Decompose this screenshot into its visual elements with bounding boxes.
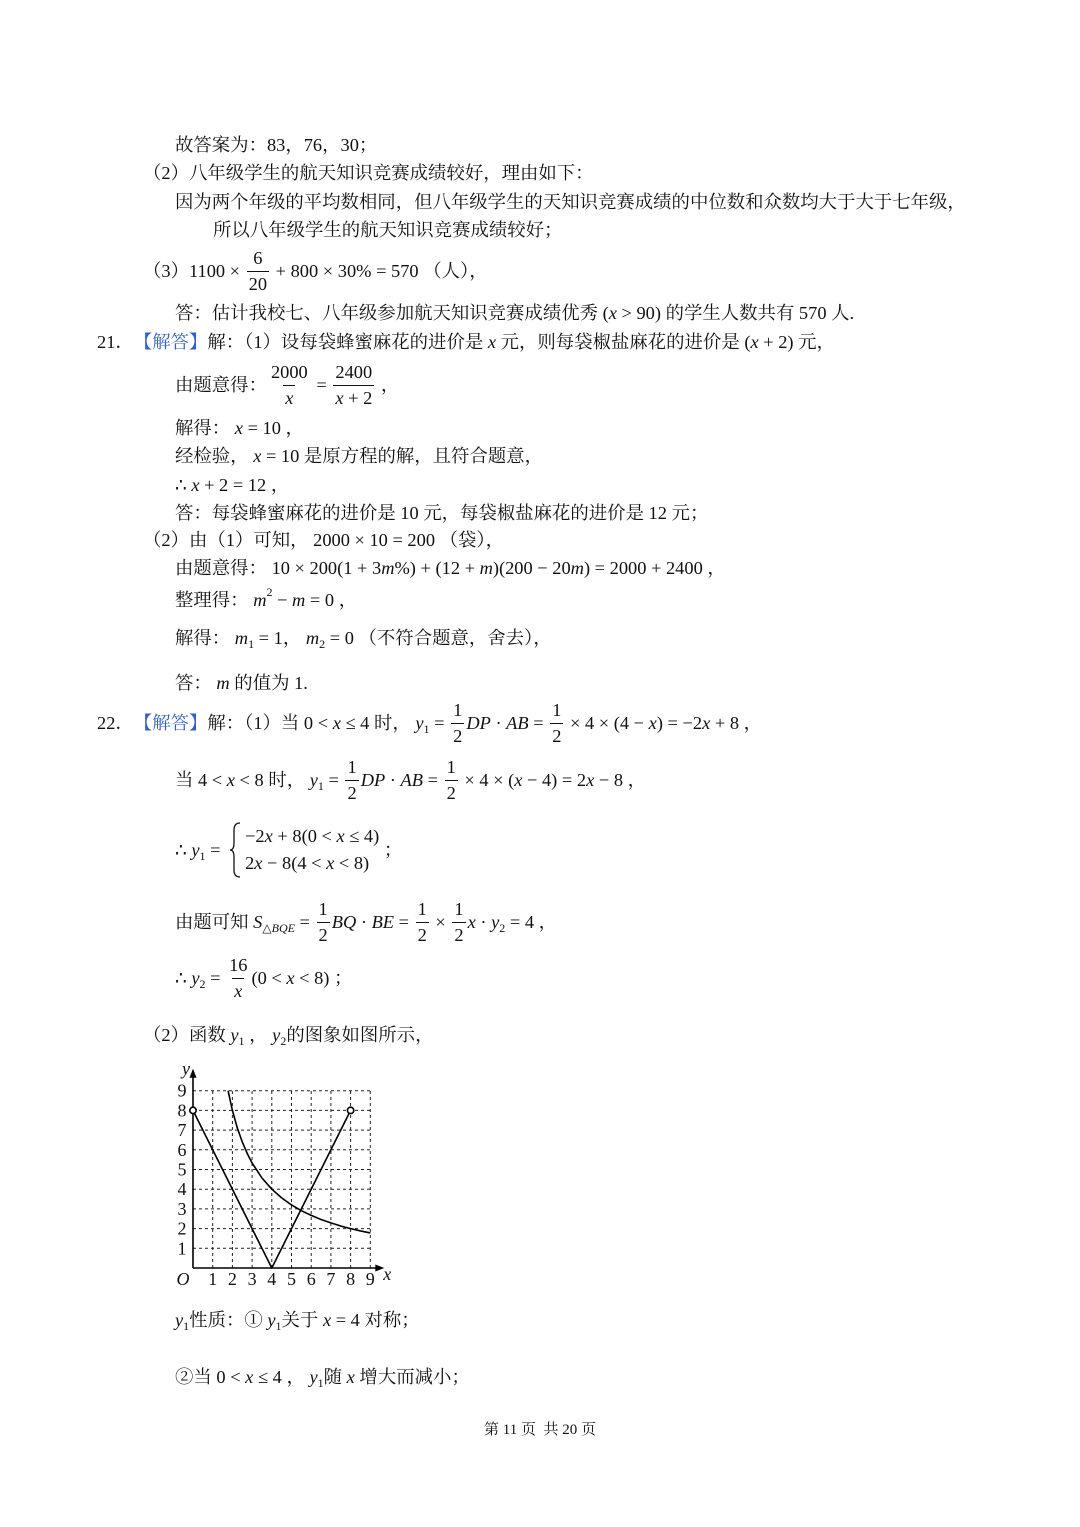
question-number: 22． [97,713,134,733]
math-expression: = [429,713,450,733]
q21-therefore-line [175,470,289,500]
y-tick-label: 6 [177,1139,187,1160]
math-expression: = [294,912,315,932]
fraction [247,246,269,297]
math-variable: BQE [271,921,295,935]
text: ， [707,558,726,578]
text: 时， [268,770,306,790]
q20-part2-heading [143,158,594,188]
math-variable: x [336,826,345,846]
math-expression: x = 4 [322,1310,365,1330]
q20-part3-equation [143,243,488,299]
math-variable: x [608,303,617,323]
text: 解得： [175,418,231,438]
text: 对称； [364,1310,420,1330]
text: ， [282,628,302,648]
x-tick-label: 5 [287,1269,296,1289]
text: ； [379,840,403,860]
q21-check-line [175,441,543,471]
text: （不符合题意，舍去）， [358,628,552,648]
x-tick-label: 1 [208,1269,218,1289]
math-expression: x = 10 [234,418,286,438]
subscript: 1 [199,849,206,863]
q21-simplify-line [175,585,357,615]
q21-answer1-line [175,498,708,528]
text: ， [376,375,400,395]
q20-answer-line [175,130,377,160]
fraction-denominator: x + 2 [333,385,374,411]
math-expression: − m = 0 [272,590,339,610]
text: 关于 [281,1310,319,1330]
text: 由题意得： [175,558,267,578]
x-tick-label: 3 [247,1269,257,1289]
text: ； [329,968,353,988]
text: 答： [175,673,212,693]
fraction [227,953,249,1004]
x-axis-label: x [383,1264,392,1284]
math-expression: x · y [467,912,500,932]
text: 整理得： [175,590,249,610]
q21-equation [175,357,399,413]
math-expression: = 1 [254,628,283,648]
math-expression [301,625,319,651]
superscript: 2 [266,585,273,599]
math-expression [212,670,235,696]
text: ， [286,1367,305,1387]
math-expression: ∴ y [175,968,200,988]
text: ②当 [175,1367,212,1387]
math-expression [263,1307,276,1333]
math-expression: x = 10 [253,446,304,466]
text: ， [743,713,763,733]
subscript: 2 [499,921,506,935]
math-expression: (x > 90) [598,303,666,323]
math-variable: m [216,673,230,693]
math-variable: y [309,1367,318,1387]
math-variable: x [234,418,243,438]
math-variable: x [254,853,263,873]
math-variable: m [305,628,320,648]
text: ， [285,418,304,438]
fraction-denominator [283,385,295,411]
function-graph [160,1060,400,1292]
math-expression: × 4 × (4 − x) = −2x + 8 [565,713,744,733]
text: ， [338,590,358,610]
math-expression: 1100 × [188,261,245,281]
y-tick-label: 5 [177,1159,187,1180]
text: 经检验， [175,446,249,466]
math-variable: x [346,1367,355,1387]
q21-roots-line [175,623,552,653]
part2-heading-text: （2）八年级学生的航天知识竞赛成绩较好，理由如下： [143,163,594,183]
y-tick-label: 7 [177,1120,187,1141]
fraction-numerator: 6 [253,247,263,268]
math-expression [268,1022,281,1048]
text: ， [270,475,290,495]
text: 的图象如图所示， [286,1025,434,1045]
math-variable: m [253,590,267,610]
case-line: −2x + 8(0 < x ≤ 4) [245,826,380,846]
subscript: 1 [423,722,430,736]
text: ， [244,1025,268,1045]
math-variable: x [191,475,200,495]
answer-text: 故答案为：83，76，30； [175,135,378,155]
fraction-denominator: 20 [247,271,269,297]
y-tick-label: 8 [177,1100,187,1121]
fraction-numerator: 1 [552,699,562,720]
math-variable: x [702,713,711,733]
fraction-numerator: 1 [446,756,456,777]
text: 当 [175,770,194,790]
fraction-numerator: 2000 [270,361,308,382]
math-variable: x [332,713,341,733]
math-variable: y [230,1025,239,1045]
fraction-denominator [232,978,244,1004]
math-expression [483,329,500,355]
math-expression: (x + 2) [739,332,799,352]
solution-tag: 【解答】 [133,332,208,352]
x-tick-label: 2 [227,1269,237,1289]
math-expression: 2000 × 10 = 200 [308,530,440,550]
q22-y2-line [175,950,352,1006]
math-variable: S [253,912,263,932]
text: 时， [373,713,411,733]
subscript: △BQE [262,921,295,935]
math-expression: = 0 [325,628,359,648]
q22-area-line [175,894,557,950]
fraction [550,698,563,749]
fraction [452,897,465,948]
math-expression: ∴ x + 2 = 12 [175,475,271,495]
math-variable: y [267,1310,276,1330]
fraction-numerator: 1 [318,898,328,919]
x-tick-label: 6 [306,1269,316,1289]
math-variable: x [326,853,335,873]
subscript: 1 [248,637,255,651]
open-endpoint [347,1107,353,1113]
math-variable: x [648,713,657,733]
text: 由题意得： [175,375,267,395]
math-variable: x [335,387,344,408]
piecewise-cases [245,823,379,877]
math-expression: = [205,840,226,860]
y-tick-label: 1 [177,1238,187,1259]
page-footer: 第 11 页 共 20 页 [484,1422,596,1438]
math-variable: m [292,590,306,610]
fraction [333,360,374,411]
math-variable: x [245,1367,254,1387]
math-expression: DP · AB = [466,713,549,733]
math-variable: DP [466,713,491,733]
text: 性质：① [189,1310,263,1330]
fraction-denominator: 2 [345,780,358,806]
y-tick-label: 9 [177,1080,187,1101]
math-expression: + 800 × 30% = 570 [271,261,424,281]
math-expression: × [430,912,451,932]
text: 答：每袋蜂蜜麻花的进价是 10 元，每袋椒盐麻花的进价是 12 元； [175,503,709,523]
fraction-numerator: 1 [453,699,463,720]
fraction [445,755,458,806]
fraction-denominator: 2 [445,780,458,806]
subscript: 1 [317,1376,324,1390]
fraction [317,897,330,948]
fraction-denominator: 2 [452,922,465,948]
math-variable: x [226,770,235,790]
math-expression: = [311,375,332,395]
math-expression: × 4 × (x − 4) = 2x − 8 [459,770,628,790]
math-variable: x [264,826,273,846]
open-endpoint [190,1107,196,1113]
q20-part2-reason [175,187,966,217]
math-variable: x [322,1310,332,1330]
math-variable: y [272,1025,281,1045]
math-expression: = [323,770,344,790]
math-expression: (0 < x < 8) [251,968,330,988]
q21-equation2 [175,553,726,583]
y-tick-label: 2 [177,1218,187,1239]
math-variable: y [175,1310,184,1330]
q20-final-answer [175,298,854,328]
math-variable: x [586,770,595,790]
math-expression: 0 < x ≤ 4 [211,1367,287,1387]
math-variable: x [234,980,243,1001]
math-variable: DP [360,770,386,790]
text: 元，则每袋椒盐麻花的进价是 [500,332,740,352]
fraction [451,698,464,749]
math-variable: y [491,912,500,932]
y-axis-label: y [182,1058,190,1079]
q21-part2-line [143,525,504,555]
fraction-denominator: 2 [416,922,429,948]
math-variable: x [750,332,759,352]
subscript: 1 [317,779,324,793]
q22-property2-line [175,1362,470,1392]
q22-property1-line [175,1305,420,1335]
q21-answer2-line [175,668,308,698]
text: 解得： [175,628,231,648]
math-variable: BE [371,912,395,932]
math-variable: y [309,770,318,790]
text: （2）由（1）可知， [143,530,309,550]
math-variable: x [253,446,262,466]
math-expression [253,909,262,935]
subscript: 2 [319,637,326,651]
subscript: 2 [199,977,206,991]
part2-conclusion-text: 所以八年级学生的航天知识竞赛成绩较好； [213,220,563,240]
math-expression [411,710,424,736]
unit-text: （人）， [423,261,488,281]
x-tick-label: 8 [346,1269,356,1289]
text: 解：（1）设每袋蜂蜜麻花的进价是 [207,332,484,352]
fraction-numerator: 1 [347,756,357,777]
text: 的学生人数共有 570 人. [665,303,855,323]
text: 的值为 1. [234,673,308,693]
case-line: 2x − 8(4 < x < 8) [245,853,370,873]
fraction [345,755,358,806]
math-variable: x [467,912,476,932]
origin-label: O [176,1269,190,1289]
text: 解：（1）当 [207,713,300,733]
math-variable: y [191,840,200,860]
math-variable: x [487,332,497,352]
text: （袋）， [439,530,504,550]
q22-first-line [97,695,762,751]
math-expression: ∴ y [175,840,200,860]
y-axis-arrow-icon [190,1069,197,1078]
fraction-numerator: 1 [454,898,464,919]
math-variable: y [415,713,424,733]
subscript: 2 [280,1034,287,1048]
part2-reason-text: 因为两个年级的平均数相同，但八年级学生的天知识竞赛成绩的中位数和众数均大于大于七年级， [175,192,966,212]
math-expression: = [205,968,226,988]
fraction-numerator: 1 [417,898,427,919]
math-variable: x [285,387,294,408]
part-label: （3） [143,261,189,281]
fraction-denominator: 2 [451,723,464,749]
fraction [269,360,310,411]
text: 随 [323,1367,343,1387]
math-expression [175,1307,183,1333]
text: （2）函数 [143,1025,226,1045]
math-expression [249,587,267,613]
math-expression [305,1364,318,1390]
x-tick-label: 4 [267,1269,277,1289]
x-tick-label: 9 [365,1269,375,1289]
math-expression: = 4 [505,912,539,932]
math-expression: 4 < x < 8 [193,770,269,790]
math-variable: m [570,558,584,578]
subscript: 1 [238,1034,245,1048]
solution-tag: 【解答】 [133,713,208,733]
text: 答：估计我校七、八年级参加航天知识竞赛成绩优秀 [175,303,598,323]
q21-first-line [97,327,835,357]
text: 增大而减小； [359,1367,470,1387]
math-variable: x [514,770,523,790]
math-expression: DP · AB = [360,770,443,790]
math-variable: BQ [331,912,357,932]
subscript: 1 [183,1319,190,1333]
fraction [416,897,429,948]
y-tick-label: 4 [177,1179,187,1200]
math-variable: x [286,968,295,988]
fraction-denominator: 2 [550,723,563,749]
math-expression: 0 < x ≤ 4 [299,713,374,733]
q22-part2-line [143,1020,433,1050]
math-expression: 10 × 200(1 + 3m%) + (12 + m)(200 − 20m) = 2000 + 2400 [266,558,708,578]
subscript: 1 [275,1319,282,1333]
left-brace-icon [229,821,241,879]
math-variable: m [234,628,249,648]
text: 元， [798,332,835,352]
q22-second-line [175,752,646,808]
math-expression [305,767,318,793]
math-expression [226,1022,239,1048]
text: ， [538,912,558,932]
x-tick-label: 7 [326,1269,336,1289]
math-variable: m [381,558,395,578]
math-variable: y [191,968,200,988]
question-number: 21． [97,332,134,352]
y-tick-label: 3 [177,1198,187,1219]
q22-piecewise-function [175,820,402,880]
math-expression: BQ · BE = [331,912,414,932]
text: 是原方程的解，且符合题意， [303,446,544,466]
math-variable: AB [506,713,529,733]
q20-part2-conclusion [213,215,562,245]
math-expression [230,625,248,651]
fraction-denominator: 2 [317,922,330,948]
math-expression [342,1364,359,1390]
fraction-numerator: 2400 [335,361,373,382]
math-variable: m [479,558,493,578]
text: 由题可知 [175,912,254,932]
fraction-numerator: 16 [229,954,248,975]
text: ， [627,770,647,790]
q21-solve-line [175,413,304,443]
math-variable: AB [400,770,423,790]
